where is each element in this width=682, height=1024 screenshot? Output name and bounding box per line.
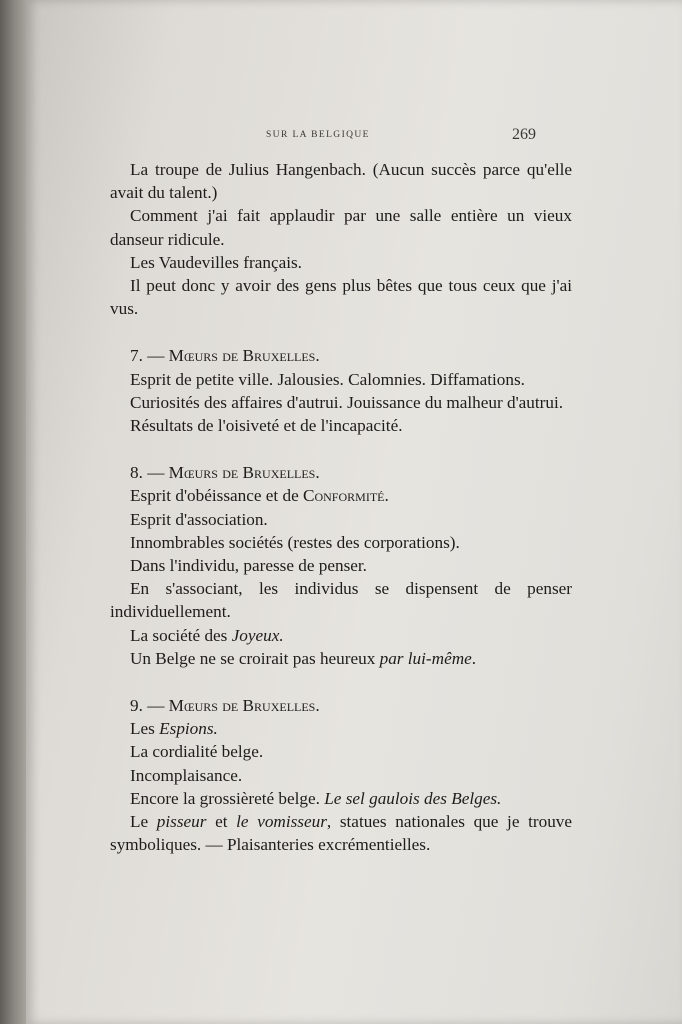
text-run: Le: [130, 812, 157, 832]
section-8: [110, 461, 572, 670]
section-heading: [110, 461, 572, 484]
paragraph: [110, 717, 572, 740]
paragraph: Esprit de petite ville. Jalousies. Calomnies. Diffamations.: [130, 369, 525, 389]
running-head: SUR LA BELGIQUE: [266, 130, 370, 140]
section-title: Mœurs de Bruxelles.: [168, 346, 320, 366]
paragraph: [110, 624, 572, 647]
section-title: Mœurs de Bruxelles.: [168, 696, 320, 716]
section-heading: [110, 344, 572, 367]
text-run: .: [471, 648, 477, 668]
paragraph: Il peut donc y avoir des gens plus bêtes que tous ceux que j'ai vus.: [110, 276, 572, 319]
book-page: [26, 0, 682, 1024]
paragraph: [110, 647, 572, 670]
text-run: La société des: [130, 625, 232, 645]
paragraph: Résultats de l'oisiveté et de l'incapacité.: [130, 416, 403, 436]
section-number: 8. —: [130, 463, 165, 483]
paragraph: [110, 787, 572, 810]
text-run: Esprit d'obéissance et de: [130, 486, 304, 506]
paragraph: Esprit d'association.: [130, 509, 268, 529]
section-heading: [110, 694, 572, 717]
text-run: , statues nationales que je trouve symboliques. — Plaisanteries excrémentielles.: [110, 812, 573, 855]
section-title: Mœurs de Bruxelles.: [168, 463, 320, 483]
section-9: [110, 694, 572, 856]
paragraph: Dans l'individu, paresse de penser.: [130, 556, 367, 576]
paragraph: Incomplaisance.: [130, 765, 243, 785]
page-header: [26, 126, 682, 146]
paragraph: En s'associant, les individus se dispensent de penser individuellement.: [110, 579, 572, 622]
paragraph: La cordialité belge.: [130, 742, 264, 762]
section-7: [110, 344, 572, 437]
small-caps-text: Conformité.: [303, 486, 389, 506]
paragraph: [110, 484, 572, 507]
paragraph: Les Vaudevilles français.: [130, 252, 302, 272]
intro-block: [110, 158, 572, 320]
paragraph: Comment j'ai fait applaudir par une salle entière un vieux danseur ridicule.: [110, 206, 572, 249]
italic-text: Joyeux.: [231, 625, 284, 645]
section-number: 9. —: [130, 696, 165, 716]
section-number: 7. —: [130, 346, 165, 366]
text-run: Un Belge ne se croirait pas heureux: [130, 648, 380, 668]
italic-text: pisseur: [156, 812, 207, 832]
paragraph: [110, 810, 572, 856]
italic-text: par lui-même: [379, 648, 472, 668]
italic-text: Le sel gaulois des Belges.: [324, 788, 502, 808]
italic-text: Espions.: [159, 719, 218, 739]
paragraph: Curiosités des affaires d'autrui. Jouissance du malheur d'autrui.: [130, 392, 564, 412]
page-number: 269: [512, 126, 536, 143]
text-run: Les: [130, 719, 160, 739]
page-text: [110, 158, 572, 856]
text-run: et: [206, 812, 237, 832]
text-run: Encore la grossièreté belge.: [130, 788, 325, 808]
paragraph: La troupe de Julius Hangenbach. (Aucun succès parce qu'elle avait du talent.): [110, 160, 572, 203]
paragraph: Innombrables sociétés (restes des corporations).: [130, 532, 460, 552]
italic-text: le vomisseur: [236, 812, 327, 832]
